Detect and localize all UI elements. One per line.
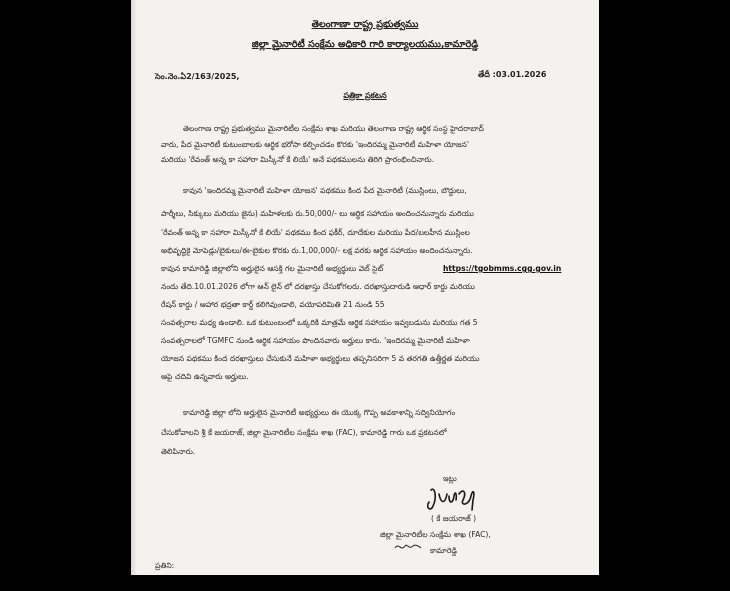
para2-line3: 'రేవంత్ అన్న కా సహారా మిస్కీనో కే లియే' పథకము కింద ఫకీర్, దూదేకుల మరియు పేద/బలహీన ముస్లింల bbox=[161, 228, 470, 237]
signatory-designation: జిల్లా మైనారిటీల సంక్షేమ శాఖ (FAC), bbox=[380, 530, 491, 539]
initial-mark bbox=[393, 540, 423, 554]
para2-line5: కావున కామారెడ్డి జిల్లాలోని అర్హులైన ఆసక్తి గల మైనారిటీ అభ్యర్థులు వెబ్ సైట్ bbox=[161, 264, 384, 273]
para2-line9: సంవత్సరాలలో TGMFC నుండి ఆర్థిక సహాయం పొందినవారు అర్హులు కారు. 'ఇందిరమ్మ మైనారిటీ మహిళా bbox=[161, 336, 470, 345]
para2-line7: రేషన్ కార్డు / ఆహార భద్రతా కార్డ్ కలిగివుండాలి, వయోపరిమితి 21 నుండి 55 bbox=[161, 300, 385, 309]
para2-line2: పార్శీలు, సిక్కులు మరియు జైను) మహిళలకు రు.50,000/- లు ఆర్థిక సహాయం అందించనున్నారు మరియు bbox=[161, 209, 474, 218]
office-header: జిల్లా మైనారిటీ సంక్షేమ అధికారి గారి కార్యాలయము,కామారెడ్డి bbox=[251, 39, 479, 50]
para2-line4: అభివృద్ధికై మోపెడ్లు/బైకులు/ఈ-బైకుల కొరకు రు.1,00,000/- లక్ష వరకు ఆర్థిక సహాయం అందించనున్నారు. bbox=[161, 246, 473, 255]
government-header: తెలంగాణా రాష్ట్ర ప్రభుత్వము bbox=[311, 19, 419, 30]
para2-line6: నందు తేది.10.01.2026 లోగా ఆన్ లైన్ లో దరఖాస్తు చేసుకోగలరు. దరఖాస్తుదారుడి ఆధార్ కార్డు మరియు bbox=[161, 282, 475, 291]
para1-line2: వారు, పేద మైనారిటీ కుటుంబాలకు ఆర్థిక భరోసా కల్పించడం కొరకు 'ఇందిరమ్మ మైనారిటీ మహిళా యోజన' bbox=[161, 140, 469, 149]
document-title: పత్రికా ప్రకటన bbox=[343, 91, 387, 100]
para1-line1: తెలంగాణ రాష్ట్ర ప్రభుత్వము మైనారిటీల సంక్షేమ శాఖ మరియు తెలంగాణ రాష్ట్ర ఆర్థిక సంస్థ హైదరాబాద్ bbox=[183, 124, 484, 133]
reference-number: సెం.నెం.ఏ2/163/2025, bbox=[155, 72, 240, 81]
website-link[interactable]: https://tgobmms.cgg.gov.in bbox=[443, 264, 562, 273]
para1-line3: మరియు 'రేవంత్ అన్న కా సహారా మిస్కీనో కే లియే' అనే పథకములను తిరిగి ప్రారంభించినారు. bbox=[161, 155, 435, 164]
para3-line1: కామారెడ్డి జిల్లా లోని అర్హులైన మైనారిటీ అభ్యర్థులు ఈ యొక్క గొప్ప అవకాశాన్ని సద్వినియోగం bbox=[183, 408, 456, 417]
handwritten-signature bbox=[423, 484, 485, 514]
document-date: తేదీ :03.01.2026 bbox=[478, 70, 547, 79]
signatory-name: ( కే జయరాజ్ ) bbox=[431, 514, 477, 523]
para3-line2: చేసుకోవాలని శ్రీ కే జయరాజ్, జిల్లా మైనారిటీల సంక్షేమ శాఖ (FAC), కామారెడ్డి గారు ఒక ప్రకటనలో bbox=[161, 428, 447, 437]
signatory-place: కామారెడ్డి bbox=[430, 546, 457, 555]
para2-line11: ఆపై చదివి ఉన్నవారు అర్హులు. bbox=[161, 372, 249, 381]
paper-edge-shadow bbox=[131, 0, 137, 575]
signature-sd: ఇట్లు bbox=[443, 474, 457, 483]
para2-line1: కావున 'ఇందిరమ్మ మైనారిటీ మహిళా యోజన' పథకము కింద పేద మైనారిటీ (ముస్లింలు, బౌద్ధులు, bbox=[183, 186, 467, 195]
para2-line10: యోజన పథకము కింద దరఖాస్తులు చేసుకునే మహిళా అభ్యర్థులు తప్పనిసరిగా 5 వ తరగతి ఉత్తీర్ణత మరియు bbox=[161, 354, 480, 363]
para2-line8: సంవత్సరాల మధ్య ఉండాలి. ఒక కుటుంబంలో ఒక్కరికి మాత్రమే ఆర్థిక సహాయం ఇవ్వబడును మరియు గత 5 bbox=[161, 318, 478, 327]
para3-line3: తెలిపినారు. bbox=[161, 447, 196, 456]
press-release-document bbox=[131, 0, 599, 575]
copy-to-label: ప్రతిని: bbox=[155, 561, 175, 570]
